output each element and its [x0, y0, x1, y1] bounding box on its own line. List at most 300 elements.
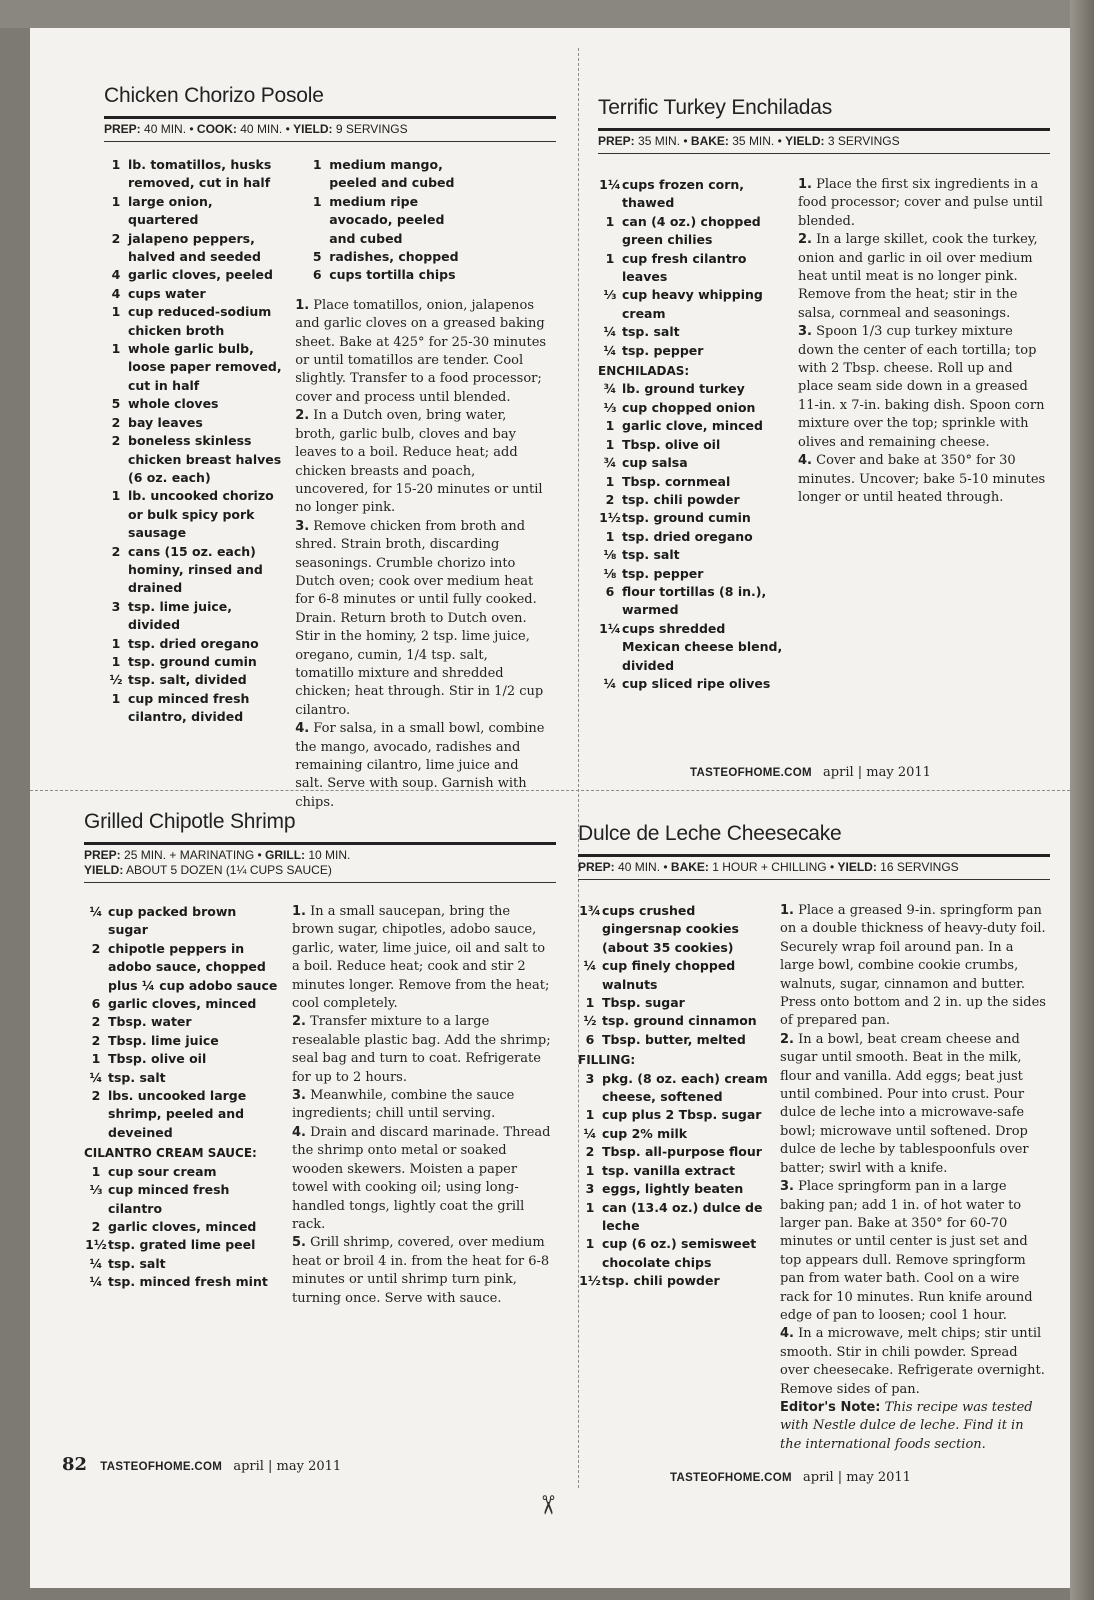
step-number: 3.	[292, 1088, 306, 1104]
ingredient-quantity: 1	[605, 528, 615, 544]
ingredient-text: cup minced fresh cilantro, divided	[128, 690, 250, 725]
ingredient-text: tsp. pepper	[622, 342, 704, 358]
ingredient-item	[104, 487, 285, 542]
ingredient-quantity: ⅓	[603, 287, 617, 303]
recipe-title: Chicken Chorizo Posole	[104, 84, 324, 107]
meta-label: GRILL:	[265, 848, 306, 862]
ingredient-quantity: 2	[111, 230, 121, 246]
scan-top-edge	[0, 0, 1094, 28]
direction-step	[295, 407, 550, 517]
step-number: 4.	[292, 1124, 306, 1140]
direction-step	[798, 231, 1048, 323]
ingredient-item	[84, 1181, 280, 1218]
ingredient-item	[598, 620, 786, 675]
step-number: 1.	[295, 297, 310, 313]
ingredient-quantity: 1	[111, 690, 121, 706]
direction-step	[798, 323, 1048, 452]
ingredient-item	[598, 399, 786, 417]
directions	[780, 902, 1046, 1454]
direction-step	[295, 518, 550, 720]
ingredient-quantity: 1	[91, 1051, 101, 1067]
ingredient-text: medium mango, peeled and cubed	[329, 157, 455, 191]
ingredient-text: tsp. chili powder	[622, 491, 740, 507]
ingredient-quantity: 1	[111, 341, 121, 357]
meta-value: 10 MIN.	[305, 848, 351, 862]
ingredient-text: tsp. salt	[108, 1255, 166, 1271]
ingredient-item	[578, 1199, 768, 1236]
recipe-card-cheesecake	[578, 822, 1050, 1454]
meta-value: 1 HOUR + CHILLING	[708, 860, 827, 874]
page-edge-shadow	[1070, 0, 1094, 1600]
ingredient-item	[598, 675, 786, 693]
ingredient-text: chipotle peppers in adobo sauce, chopped plus ¼ cup adobo sauce	[108, 940, 278, 993]
meta-separator: •	[254, 848, 266, 862]
ingredient-text: tsp. dried oregano	[622, 528, 753, 544]
ingredient-item	[104, 340, 285, 395]
ingredient-text: lb. tomatillos, husks removed, cut in half	[128, 157, 272, 191]
ingredient-text: boneless skinless chicken breast halves (6 oz. each)	[128, 433, 282, 485]
ingredient-list	[598, 176, 786, 693]
step-text: Drain and discard marinade. Thread the shrimp onto metal or soaked wooden skewers. Moisten a paper towel with cooking oil; using long-handled tongs, lightly coat the grill rack.	[292, 1124, 551, 1232]
magazine-page	[30, 28, 1070, 1588]
recipe-body	[104, 156, 556, 812]
ingredient-list	[104, 156, 285, 727]
ingredient-item	[598, 436, 786, 454]
recipe-card-shrimp	[84, 810, 556, 1308]
ingredient-text: cup packed brown sugar	[108, 904, 237, 938]
ingredient-quantity: 1	[91, 1163, 101, 1179]
editors-note-label: Editor's Note:	[780, 1399, 881, 1415]
ingredient-text: tsp. dried oregano	[128, 635, 259, 651]
ingredient-item	[104, 543, 285, 598]
ingredient-quantity: 1	[605, 250, 615, 266]
ingredient-item	[598, 565, 786, 583]
right-column	[295, 156, 556, 812]
direction-step	[295, 297, 550, 407]
recipe-meta	[598, 131, 1050, 154]
ingredient-quantity: 1¾	[579, 903, 601, 918]
ingredient-text: tsp. grated lime peel	[108, 1237, 256, 1253]
editors-note-text: This recipe was tested with Nestle dulce de leche. Find it in the international foods section.	[780, 1399, 1033, 1452]
ingredient-text: tsp. salt	[622, 324, 680, 340]
step-text: In a bowl, beat cream cheese and sugar until smooth. Beat in the milk, flour and vanilla. Add eggs; beat just until combined. Pour into crust. Pour dulce de leche into a microwave-safe bowl; microwave until softened. Drop dulce de leche by tablespoonfuls over batter; swirl with a knife.	[780, 1031, 1029, 1176]
ingredient-item	[598, 454, 786, 472]
ingredient-item	[578, 1070, 768, 1107]
ingredient-text: cups crushed gingersnap cookies (about 35 cookies)	[602, 903, 739, 955]
meta-label: YIELD:	[84, 863, 124, 877]
step-number: 4.	[798, 453, 812, 469]
footer-issue: april | may 2011	[233, 1459, 342, 1474]
meta-label: PREP:	[104, 122, 141, 136]
directions	[292, 903, 556, 1308]
direction-step	[292, 1124, 556, 1234]
ingredient-text: tsp. vanilla extract	[602, 1162, 736, 1178]
ingredient-item	[578, 1125, 768, 1143]
ingredient-item	[598, 342, 786, 360]
ingredient-section-header: ENCHILADAS:	[598, 364, 690, 379]
ingredient-section-header: FILLING:	[578, 1053, 636, 1068]
ingredient-quantity: 1	[111, 157, 121, 172]
ingredient-text: cup 2% milk	[602, 1125, 688, 1141]
ingredient-text: whole garlic bulb, loose paper removed, cut in half	[128, 341, 282, 393]
ingredient-text: eggs, lightly beaten	[602, 1181, 744, 1197]
footer-top-right	[690, 765, 931, 780]
ingredient-quantity: ¼	[89, 1255, 103, 1271]
meta-value: 25 MIN. + MARINATING	[120, 848, 255, 862]
ingredient-quantity: 6	[605, 583, 615, 599]
ingredient-item	[84, 903, 280, 940]
step-text: Place springform pan in a large baking pan; add 1 in. of hot water to larger pan. Bake at 350° for 60-70 minutes or until center is just set and top appears dull. Remove springform pan from water bath. Cool on a wire rack for 10 minutes. Run knife around edge of pan to loosen; cool 1 hour.	[780, 1179, 1033, 1323]
meta-value: 9 SERVINGS	[332, 122, 408, 136]
ingredient-item	[104, 671, 285, 689]
ingredient-item	[104, 432, 285, 487]
ingredient-quantity: 1	[585, 1107, 595, 1123]
ingredient-item	[598, 286, 786, 323]
meta-value: 40 MIN.	[236, 122, 283, 136]
ingredient-item	[598, 583, 786, 620]
ingredient-item	[598, 323, 786, 341]
step-number: 5.	[292, 1235, 306, 1251]
ingredient-text: can (13.4 oz.) dulce de leche	[602, 1199, 763, 1233]
ingredient-item	[578, 957, 768, 994]
ingredient-item	[104, 266, 285, 284]
meta-separator: •	[186, 122, 197, 136]
step-number: 2.	[780, 1031, 794, 1047]
direction-step	[798, 452, 1048, 507]
meta-value: ABOUT 5 DOZEN (1¼ CUPS SAUCE)	[123, 863, 332, 877]
ingredient-text: Tbsp. all-purpose flour	[602, 1144, 762, 1160]
meta-value: 35 MIN.	[634, 134, 681, 148]
recipe-card-enchiladas	[598, 96, 1050, 693]
ingredient-text: cup minced fresh cilantro	[108, 1182, 230, 1216]
meta-label: PREP:	[578, 860, 615, 874]
ingredient-quantity: 6	[91, 996, 101, 1012]
ingredient-item	[578, 1143, 768, 1161]
ingredient-list	[305, 156, 465, 285]
step-number: 3.	[798, 324, 812, 340]
ingredient-text: tsp. ground cinnamon	[602, 1013, 757, 1029]
step-number: 3.	[295, 518, 310, 534]
ingredient-quantity: ½	[109, 672, 123, 688]
ingredient-section-header: CILANTRO CREAM SAUCE:	[84, 1146, 257, 1161]
ingredient-text: cup heavy whipping cream	[622, 287, 763, 321]
ingredient-quantity: ⅛	[603, 547, 617, 563]
step-text: In a small saucepan, bring the brown sugar, chipotles, adobo sauce, garlic, water, lime juice, oil and salt to a boil. Reduce heat; cook and stir 2 minutes longer. Remove from the heat; cool completely.	[292, 904, 550, 1012]
ingredient-quantity: ¼	[583, 1125, 597, 1141]
meta-value: 35 MIN.	[728, 134, 775, 148]
ingredient-text: garlic cloves, minced	[108, 1218, 257, 1234]
step-text: In a large skillet, cook the turkey, onion and garlic in oil over medium heat until meat is no longer pink. Remove from the heat; stir in the salsa, cornmeal and seasonings.	[798, 232, 1038, 321]
ingredient-text: jalapeno peppers, halved and seeded	[128, 230, 261, 265]
ingredient-text: tsp. minced fresh mint	[108, 1274, 268, 1290]
ingredient-item	[578, 1106, 768, 1124]
ingredient-item	[104, 653, 285, 671]
recipe-title: Grilled Chipotle Shrimp	[84, 810, 296, 833]
meta-value: 40 MIN.	[614, 860, 661, 874]
ingredient-item	[104, 395, 285, 413]
ingredient-text: garlic clove, minced	[622, 418, 763, 434]
ingredient-quantity: 3	[585, 1181, 595, 1197]
ingredient-text: cans (15 oz. each) hominy, rinsed and drained	[128, 543, 263, 596]
ingredient-item	[84, 1236, 280, 1254]
ingredient-quantity: ¾	[603, 381, 617, 397]
direction-step	[798, 176, 1048, 231]
direction-step	[292, 1013, 556, 1087]
ingredient-text: cup reduced-sodium chicken broth	[128, 304, 272, 338]
ingredient-text: radishes, chopped	[329, 249, 459, 265]
ingredient-quantity: 3	[111, 598, 121, 614]
ingredient-quantity: 4	[111, 267, 121, 283]
ingredient-quantity: 1	[111, 488, 121, 504]
ingredient-quantity: 2	[111, 543, 121, 559]
ingredient-text: pkg. (8 oz. each) cream cheese, softened	[602, 1070, 768, 1105]
ingredient-quantity: ¼	[603, 342, 617, 358]
direction-step	[292, 1087, 556, 1124]
ingredient-quantity: 1	[111, 635, 121, 651]
meta-label: YIELD:	[837, 860, 877, 874]
direction-step	[780, 1325, 1046, 1399]
ingredient-item	[598, 213, 786, 250]
ingredient-item	[598, 380, 786, 398]
ingredient-quantity: ½	[583, 1013, 597, 1029]
ingredient-text: cup fresh cilantro leaves	[622, 250, 747, 285]
ingredient-text: tsp. salt	[108, 1069, 166, 1085]
ingredient-text: lb. uncooked chorizo or bulk spicy pork sausage	[128, 488, 274, 541]
ingredient-quantity: 1	[585, 1162, 595, 1178]
ingredient-item	[598, 473, 786, 491]
step-number: 2.	[798, 232, 812, 248]
step-text: Place a greased 9-in. springform pan on a double thickness of heavy-duty foil. Securely wrap foil around pan. In a large bowl, combine cookie crumbs, walnuts, sugar, cinnamon and butter. Press onto bottom and 2 in. up the sides of prepared pan.	[780, 903, 1046, 1029]
ingredient-item	[578, 1180, 768, 1198]
ingredient-item	[305, 193, 465, 248]
ingredient-quantity: 2	[91, 940, 101, 956]
step-number: 3.	[780, 1179, 794, 1195]
ingredient-text: Tbsp. sugar	[602, 995, 685, 1011]
meta-label: YIELD:	[785, 134, 825, 148]
ingredient-item	[84, 1087, 280, 1142]
ingredient-quantity: 2	[111, 414, 121, 430]
ingredient-quantity: 2	[605, 491, 615, 507]
step-number: 4.	[780, 1326, 794, 1342]
recipe-body	[598, 176, 1050, 693]
ingredient-quantity: 5	[111, 396, 121, 412]
ingredient-text: whole cloves	[128, 396, 219, 412]
ingredient-item	[598, 176, 786, 213]
recipe-meta	[104, 119, 556, 142]
ingredient-quantity: 1	[605, 418, 615, 434]
ingredient-item	[598, 417, 786, 435]
ingredient-text: lb. ground turkey	[622, 381, 745, 397]
ingredient-item	[104, 414, 285, 432]
recipe-title: Terrific Turkey Enchiladas	[598, 96, 833, 119]
ingredient-text: cups frozen corn, thawed	[622, 177, 745, 211]
ingredient-text: tsp. lime juice, divided	[128, 598, 232, 633]
ingredient-item	[84, 1163, 280, 1181]
ingredient-quantity: 1¼	[599, 177, 621, 192]
ingredient-item	[305, 266, 465, 284]
editors-note	[780, 1399, 1046, 1454]
meta-value: 3 SERVINGS	[824, 134, 900, 148]
ingredient-quantity: 1	[312, 193, 322, 209]
ingredient-quantity: ¼	[89, 904, 103, 919]
ingredient-quantity: 1½	[579, 1273, 601, 1289]
ingredient-text: tsp. chili powder	[602, 1273, 720, 1289]
ingredient-item	[84, 1013, 280, 1031]
direction-step	[780, 902, 1046, 1031]
step-text: In a Dutch oven, bring water, broth, garlic bulb, cloves and bay leaves to a boil. Reduce heat; add chicken breasts and poach, uncovered, for 15-20 minutes or until no longer pink.	[295, 408, 543, 516]
ingredient-quantity: ¼	[603, 675, 617, 691]
direction-step	[292, 903, 556, 1013]
ingredient-quantity: ¼	[583, 958, 597, 974]
ingredient-quantity: 2	[91, 1088, 101, 1104]
ingredient-text: cup sliced ripe olives	[622, 675, 771, 691]
step-text: Remove chicken from broth and shred. Strain broth, discarding seasonings. Crumble chorizo into Dutch oven; cook over medium heat for 6-8 minutes or until fully cooked. Drain. Return broth to Dutch oven. Stir in the hominy, 2 tsp. lime juice, oregano, cumin, 1/4 tsp. salt, tomatillo mixture and shredded chicken; heat through. Stir in 1/2 cup cilantro.	[295, 518, 544, 718]
ingredient-text: Tbsp. lime juice	[108, 1032, 219, 1048]
footer-site: TASTEOFHOME.COM	[670, 1472, 792, 1484]
ingredient-item	[84, 1032, 280, 1050]
footer-issue: april | may 2011	[823, 765, 931, 780]
ingredient-quantity: 1	[111, 304, 121, 320]
ingredient-item	[84, 1218, 280, 1236]
ingredient-list	[578, 902, 768, 1454]
meta-separator: •	[660, 860, 671, 874]
step-text: Transfer mixture to a large resealable plastic bag. Add the shrimp; seal bag and turn to coat. Refrigerate for up to 2 hours.	[292, 1014, 551, 1085]
step-number: 2.	[295, 408, 310, 424]
step-text: In a microwave, melt chips; stir until smooth. Stir in chili powder. Spread over cheesecake. Refrigerate overnight. Remove sides of pan.	[780, 1326, 1045, 1397]
ingredient-item	[578, 1235, 768, 1272]
ingredient-quantity: 1	[585, 1199, 595, 1215]
ingredient-item	[84, 1069, 280, 1087]
ingredient-item	[84, 1255, 280, 1273]
ingredient-text: tsp. salt	[622, 547, 680, 563]
ingredient-quantity: ⅛	[603, 565, 617, 581]
ingredient-quantity: 2	[91, 1218, 101, 1234]
ingredient-item	[598, 528, 786, 546]
ingredient-text: cup sour cream	[108, 1163, 217, 1179]
recipe-card-posole	[104, 84, 556, 812]
step-number: 1.	[780, 903, 794, 918]
ingredient-item	[104, 285, 285, 303]
ingredient-text: garlic cloves, minced	[108, 996, 257, 1012]
ingredient-item	[578, 994, 768, 1012]
step-text: Cover and bake at 350° for 30 minutes. Uncover; bake 5-10 minutes longer or until heated through.	[798, 453, 1046, 505]
ingredient-quantity: 1	[605, 436, 615, 452]
ingredient-text: cups shredded Mexican cheese blend, divided	[622, 620, 783, 673]
ingredient-text: cup plus 2 Tbsp. sugar	[602, 1107, 762, 1123]
footer-bottom-left	[62, 1454, 341, 1475]
ingredient-quantity: 1	[605, 213, 615, 229]
ingredient-quantity: 1	[585, 995, 595, 1011]
directions	[798, 176, 1048, 693]
step-number: 1.	[798, 177, 812, 192]
ingredient-quantity: 2	[91, 1032, 101, 1048]
ingredient-item	[598, 546, 786, 564]
ingredient-text: tsp. salt, divided	[128, 672, 247, 688]
ingredient-quantity: 2	[111, 433, 121, 449]
meta-separator: •	[774, 134, 786, 148]
meta-value: 16 SERVINGS	[876, 860, 959, 874]
ingredient-text: flour tortillas (8 in.), warmed	[622, 583, 767, 618]
ingredient-item	[84, 1273, 280, 1291]
direction-step	[780, 1178, 1046, 1325]
ingredient-text: tsp. ground cumin	[128, 653, 257, 669]
ingredient-text: Tbsp. olive oil	[622, 436, 721, 452]
ingredient-item	[104, 598, 285, 635]
ingredient-quantity: 1¼	[599, 620, 621, 636]
direction-step	[292, 1234, 556, 1308]
ingredient-item	[104, 635, 285, 653]
footer-site: TASTEOFHOME.COM	[690, 767, 812, 779]
ingredient-quantity: 4	[111, 285, 121, 301]
meta-label: BAKE:	[690, 134, 729, 148]
ingredient-text: large onion, quartered	[128, 193, 213, 228]
ingredient-quantity: ¼	[89, 1069, 103, 1085]
recipe-body	[578, 902, 1050, 1454]
ingredient-quantity: 3	[585, 1070, 595, 1086]
ingredient-quantity: ¼	[603, 324, 617, 340]
meta-separator: •	[826, 860, 838, 874]
ingredient-text: tsp. pepper	[622, 565, 704, 581]
ingredient-quantity: 1	[111, 653, 121, 669]
ingredient-text: cup (6 oz.) semisweet chocolate chips	[602, 1236, 757, 1270]
ingredient-item	[104, 303, 285, 340]
ingredient-quantity: 1	[605, 473, 615, 489]
meta-value: 40 MIN.	[140, 122, 187, 136]
ingredient-quantity: ¼	[89, 1274, 103, 1290]
ingredient-text: Tbsp. olive oil	[108, 1051, 207, 1067]
ingredient-item	[578, 902, 768, 957]
ingredient-quantity: 1	[111, 193, 121, 209]
ingredient-quantity: ¾	[603, 455, 617, 471]
ingredient-text: Tbsp. water	[108, 1014, 192, 1030]
footer-issue: april | may 2011	[803, 1470, 911, 1485]
ingredient-item	[305, 248, 465, 266]
meta-label: PREP:	[84, 848, 121, 862]
ingredient-quantity: ⅓	[603, 399, 617, 415]
ingredient-item	[104, 690, 285, 727]
ingredient-item	[104, 193, 285, 230]
recipe-body	[84, 903, 556, 1308]
ingredient-text: lbs. uncooked large shrimp, peeled and deveined	[108, 1088, 247, 1140]
ingredient-text: cup finely chopped walnuts	[602, 958, 736, 992]
ingredient-quantity: 2	[91, 1014, 101, 1030]
page-number: 82	[62, 1454, 88, 1475]
ingredient-text: cups water	[128, 285, 206, 301]
step-text: Meanwhile, combine the sauce ingredients; chill until serving.	[292, 1088, 515, 1122]
ingredient-quantity: 1½	[85, 1237, 107, 1253]
ingredient-item	[84, 1050, 280, 1068]
footer-site: TASTEOFHOME.COM	[100, 1461, 223, 1473]
step-text: Place tomatillos, onion, jalapenos and garlic cloves on a greased baking sheet. Bake at 425° for 25-30 minutes or until tomatillos are tender. Cool slightly. Transfer to a food processor; cover and process until blended.	[295, 297, 547, 405]
footer-bottom-right	[670, 1470, 911, 1485]
recipe-meta	[84, 845, 556, 863]
ingredient-item	[578, 1012, 768, 1030]
meta-label: BAKE:	[670, 860, 709, 874]
ingredient-quantity: 6	[585, 1031, 595, 1047]
ingredient-item	[104, 230, 285, 267]
ingredient-quantity: 5	[312, 249, 322, 265]
ingredient-text: cup salsa	[622, 455, 688, 471]
ingredient-text: bay leaves	[128, 414, 203, 430]
ingredient-quantity: 6	[312, 267, 322, 283]
ingredient-item	[104, 156, 285, 193]
step-number: 4.	[295, 721, 310, 737]
ingredient-text: Tbsp. butter, melted	[602, 1031, 746, 1047]
step-text: Place the first six ingredients in a food processor; cover and pulse until blended.	[798, 177, 1043, 229]
ingredient-quantity: 1	[585, 1236, 595, 1252]
directions-steps	[780, 902, 1046, 1399]
ingredient-list	[84, 903, 280, 1308]
